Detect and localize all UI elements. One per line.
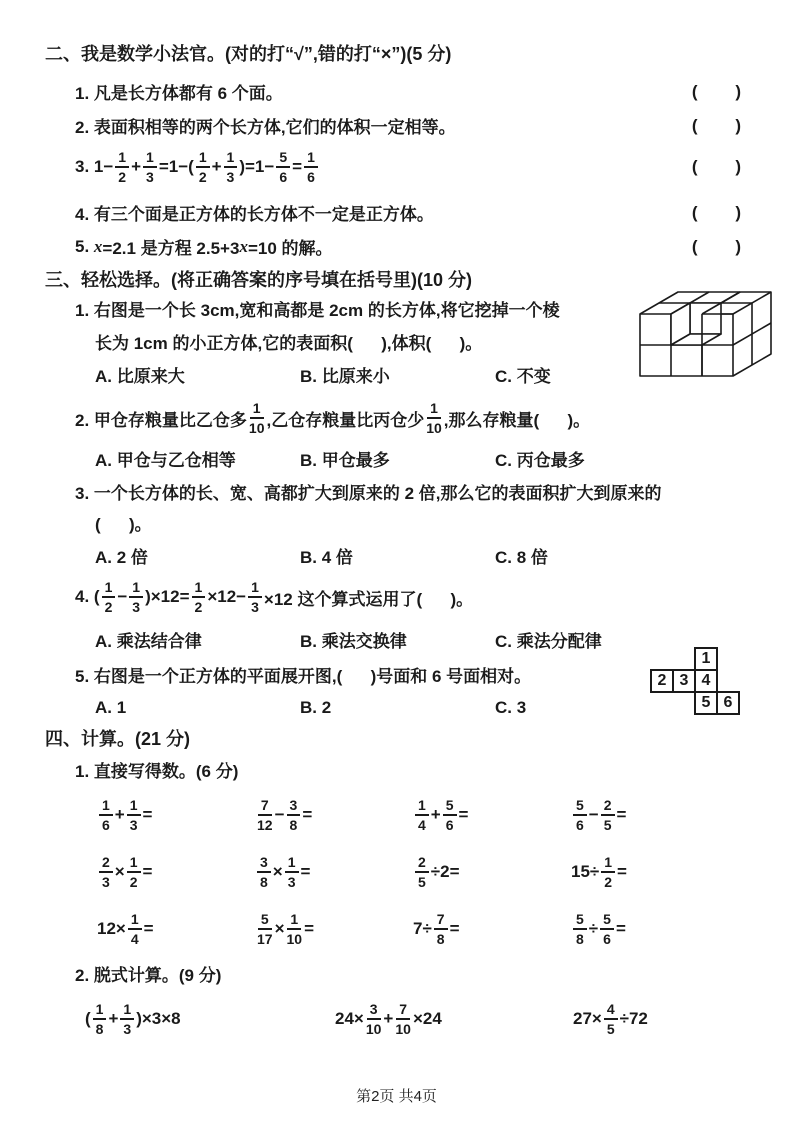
- mc-q4-text: 4. ( $\frac{1}{2}$ − $\frac{1}{3}$ )×12= $\frac{1}{2}$ ×12− $\frac{1}{3}$ ×12 这个算式运用了( )。: [75, 579, 474, 615]
- calc-sub1-heading: 1. 直接写得数。(6 分): [75, 762, 239, 781]
- fraction: $\frac{1}{10}$: [286, 911, 303, 947]
- fraction: $\frac{7}{12}$: [257, 797, 273, 833]
- fraction: $\frac{3}{10}$: [365, 1001, 382, 1037]
- expression: 24× $\frac{3}{10}$ + $\frac{7}{10}$ ×24: [335, 1001, 442, 1037]
- mc-q2-options: [45, 449, 741, 473]
- fraction: $\frac{3}{8}$: [287, 798, 301, 832]
- expression: $\frac{1}{4}$ + $\frac{5}{6}$ =: [413, 798, 571, 832]
- expression: $\frac{5}{6}$ − $\frac{2}{5}$ =: [571, 798, 741, 832]
- option-a[interactable]: A. 比原来大: [95, 367, 185, 386]
- expression: $\frac{5}{8}$ ÷ $\frac{5}{6}$ =: [571, 912, 741, 946]
- tf-item-4-text: 4. 有三个面是正方体的长方体不一定是正方体。: [75, 205, 434, 224]
- expression: 27× $\frac{4}{5}$ ÷72: [573, 1001, 648, 1037]
- fraction: $\frac{1}{3}$: [120, 1002, 134, 1036]
- fraction: $\frac{5}{17}$: [257, 911, 273, 947]
- option-b[interactable]: B. 2: [300, 698, 332, 717]
- fraction: $\frac{1}{3}$: [127, 798, 141, 832]
- fraction: $\frac{7}{10}$: [395, 1001, 411, 1037]
- net-cell: 2: [650, 669, 674, 693]
- option-a[interactable]: A. 2 倍: [95, 548, 148, 567]
- option-c[interactable]: C. 3: [495, 698, 527, 717]
- section-true-false: [45, 42, 741, 259]
- tf-item-2: [45, 113, 741, 138]
- section-calculation: [45, 727, 741, 1043]
- expression: $\frac{3}{8}$ × $\frac{1}{3}$ =: [255, 855, 413, 889]
- fraction: $\frac{1}{2}$: [127, 855, 141, 889]
- net-cell: 6: [716, 691, 740, 715]
- cube-net: [650, 647, 742, 717]
- fraction: $\frac{1}{4}$: [415, 798, 429, 832]
- mc-q3-line1: 3. 一个长方体的长、宽、高都扩大到原来的 2 倍,那么它的表面积扩大到原来的: [75, 484, 662, 503]
- tf-item-5-text: 5. x =2.1 是方程 2.5+3 x =10 的解。: [75, 236, 333, 258]
- expression: $\frac{7}{12}$ − $\frac{3}{8}$ =: [257, 797, 313, 833]
- fraction: $\frac{2}{3}$: [99, 855, 113, 889]
- mc-q1-line1: 1. 右图是一个长 3cm,宽和高都是 2cm 的长方体,将它挖掉一个棱: [75, 301, 560, 320]
- option-c[interactable]: C. 丙仓最多: [495, 451, 585, 470]
- fraction: $\frac{1}{3}$: [143, 150, 157, 184]
- expression: $\frac{5}{17}$ × $\frac{1}{10}$ =: [257, 911, 315, 947]
- section2-heading: 二、我是数学小法官。(对的打“√”,错的打“×”)(5 分): [45, 44, 452, 64]
- tf-item-5: [45, 234, 741, 259]
- mental-calc-row-3: [97, 905, 741, 953]
- option-a[interactable]: A. 乘法结合律: [95, 632, 202, 651]
- tf-item-4: [45, 200, 741, 225]
- expression: ( $\frac{1}{8}$ + $\frac{1}{3}$ )×3×8: [85, 1001, 181, 1037]
- fraction: $\frac{4}{5}$: [604, 1002, 618, 1036]
- tf-item-3: [45, 145, 741, 189]
- option-b[interactable]: B. 甲仓最多: [300, 451, 390, 470]
- option-b[interactable]: B. 比原来小: [300, 367, 390, 386]
- expression: $\frac{1}{6}$ + $\frac{1}{3}$ =: [97, 798, 255, 832]
- fraction: $\frac{1}{3}$: [129, 580, 143, 614]
- fraction: $\frac{1}{3}$: [248, 580, 262, 614]
- page-footer: 第2页 共4页: [356, 1088, 437, 1105]
- fraction: $\frac{1}{6}$: [304, 150, 318, 184]
- fraction: $\frac{1}{3}$: [224, 150, 238, 184]
- fraction: $\frac{1}{4}$: [128, 912, 142, 946]
- expression: 7÷ $\frac{7}{8}$ =: [413, 911, 460, 947]
- answer-bracket[interactable]: ( ): [691, 115, 741, 135]
- mc-q5-options: [45, 696, 741, 720]
- answer-bracket[interactable]: ( ): [691, 236, 741, 256]
- fraction: $\frac{3}{8}$: [257, 855, 271, 889]
- option-b[interactable]: B. 4 倍: [300, 548, 353, 567]
- option-b[interactable]: B. 乘法交换律: [300, 632, 407, 651]
- section4-heading: 四、计算。(21 分): [45, 729, 191, 749]
- answer-bracket[interactable]: ( ): [691, 157, 741, 176]
- option-a[interactable]: A. 1: [95, 698, 127, 717]
- fraction: $\frac{5}{6}$: [600, 912, 614, 946]
- mc-q1-line2: 长为 1cm 的小正方体,它的表面积( ),体积( )。: [95, 334, 483, 353]
- fraction: $\frac{5}{6}$: [443, 798, 457, 832]
- step-calc-row: [85, 995, 741, 1043]
- mc-q4-options: [45, 630, 741, 654]
- fraction: $\frac{1}{2}$: [192, 580, 206, 614]
- calc-sub2-heading: 2. 脱式计算。(9 分): [75, 966, 222, 985]
- expression: $\frac{2}{3}$ × $\frac{1}{2}$ =: [97, 855, 255, 889]
- mc-q3-line2: ( )。: [95, 515, 152, 534]
- mc-q3-options: [45, 546, 741, 570]
- fraction: $\frac{1}{3}$: [285, 855, 299, 889]
- mc-q2-text: 2. 甲仓存粮量比乙仓多 $\frac{1}{10}$ ,乙仓存粮量比丙仓少 $\frac{1}{10}$ ,那么存粮量( )。: [75, 400, 591, 436]
- answer-bracket[interactable]: ( ): [691, 202, 741, 222]
- fraction: $\frac{1}{8}$: [93, 1002, 107, 1036]
- option-a[interactable]: A. 甲仓与乙仓相等: [95, 451, 236, 470]
- tf-item-2-text: 2. 表面积相等的两个长方体,它们的体积一定相等。: [75, 118, 456, 137]
- fraction: $\frac{5}{6}$: [276, 150, 290, 184]
- fraction: $\frac{1}{6}$: [99, 798, 113, 832]
- option-c[interactable]: C. 8 倍: [495, 548, 548, 567]
- tf-item-3-text: 3. 1− $\frac{1}{2}$ + $\frac{1}{3}$ =1−( $\frac{1}{2}$ + $\frac{1}{3}$ )=1− $\frac{5}{6}$ = $\frac{1}{6}$: [75, 150, 320, 184]
- option-c[interactable]: C. 乘法分配律: [495, 632, 602, 651]
- expression: $\frac{2}{5}$ ÷2=: [413, 855, 571, 889]
- fraction: $\frac{1}{2}$: [601, 855, 615, 889]
- mental-calc-row-1: [97, 791, 741, 839]
- cuboid-figure: [632, 280, 782, 397]
- fraction: $\frac{5}{6}$: [573, 798, 587, 832]
- expression: 12× $\frac{1}{4}$ =: [97, 911, 154, 947]
- net-cell: 4: [694, 669, 718, 693]
- net-cell: 1: [694, 647, 718, 671]
- fraction: $\frac{2}{5}$: [601, 798, 615, 832]
- fraction: $\frac{1}{2}$: [102, 580, 116, 614]
- net-cell: 3: [672, 669, 696, 693]
- mental-calc-row-2: [97, 848, 741, 896]
- fraction: $\frac{2}{5}$: [415, 855, 429, 889]
- mc-q5-text: 5. 右图是一个正方体的平面展开图,( )号面和 6 号面相对。: [75, 667, 532, 686]
- tf-item-1-text: 1. 凡是长方体都有 6 个面。: [75, 84, 283, 103]
- option-c[interactable]: C. 不变: [495, 367, 551, 386]
- fraction: $\frac{1}{10}$: [248, 400, 265, 436]
- tf-item-1: [45, 79, 741, 104]
- net-cell: 5: [694, 691, 718, 715]
- section3-heading: 三、轻松选择。(将正确答案的序号填在括号里)(10 分): [45, 270, 472, 290]
- fraction: $\frac{1}{10}$: [426, 400, 442, 436]
- fraction: $\frac{5}{8}$: [573, 912, 587, 946]
- expression: 15÷ $\frac{1}{2}$ =: [571, 854, 627, 890]
- fraction: $\frac{1}{2}$: [196, 150, 210, 184]
- fraction: $\frac{1}{2}$: [115, 150, 129, 184]
- answer-bracket[interactable]: ( ): [691, 81, 741, 101]
- fraction: $\frac{7}{8}$: [434, 912, 448, 946]
